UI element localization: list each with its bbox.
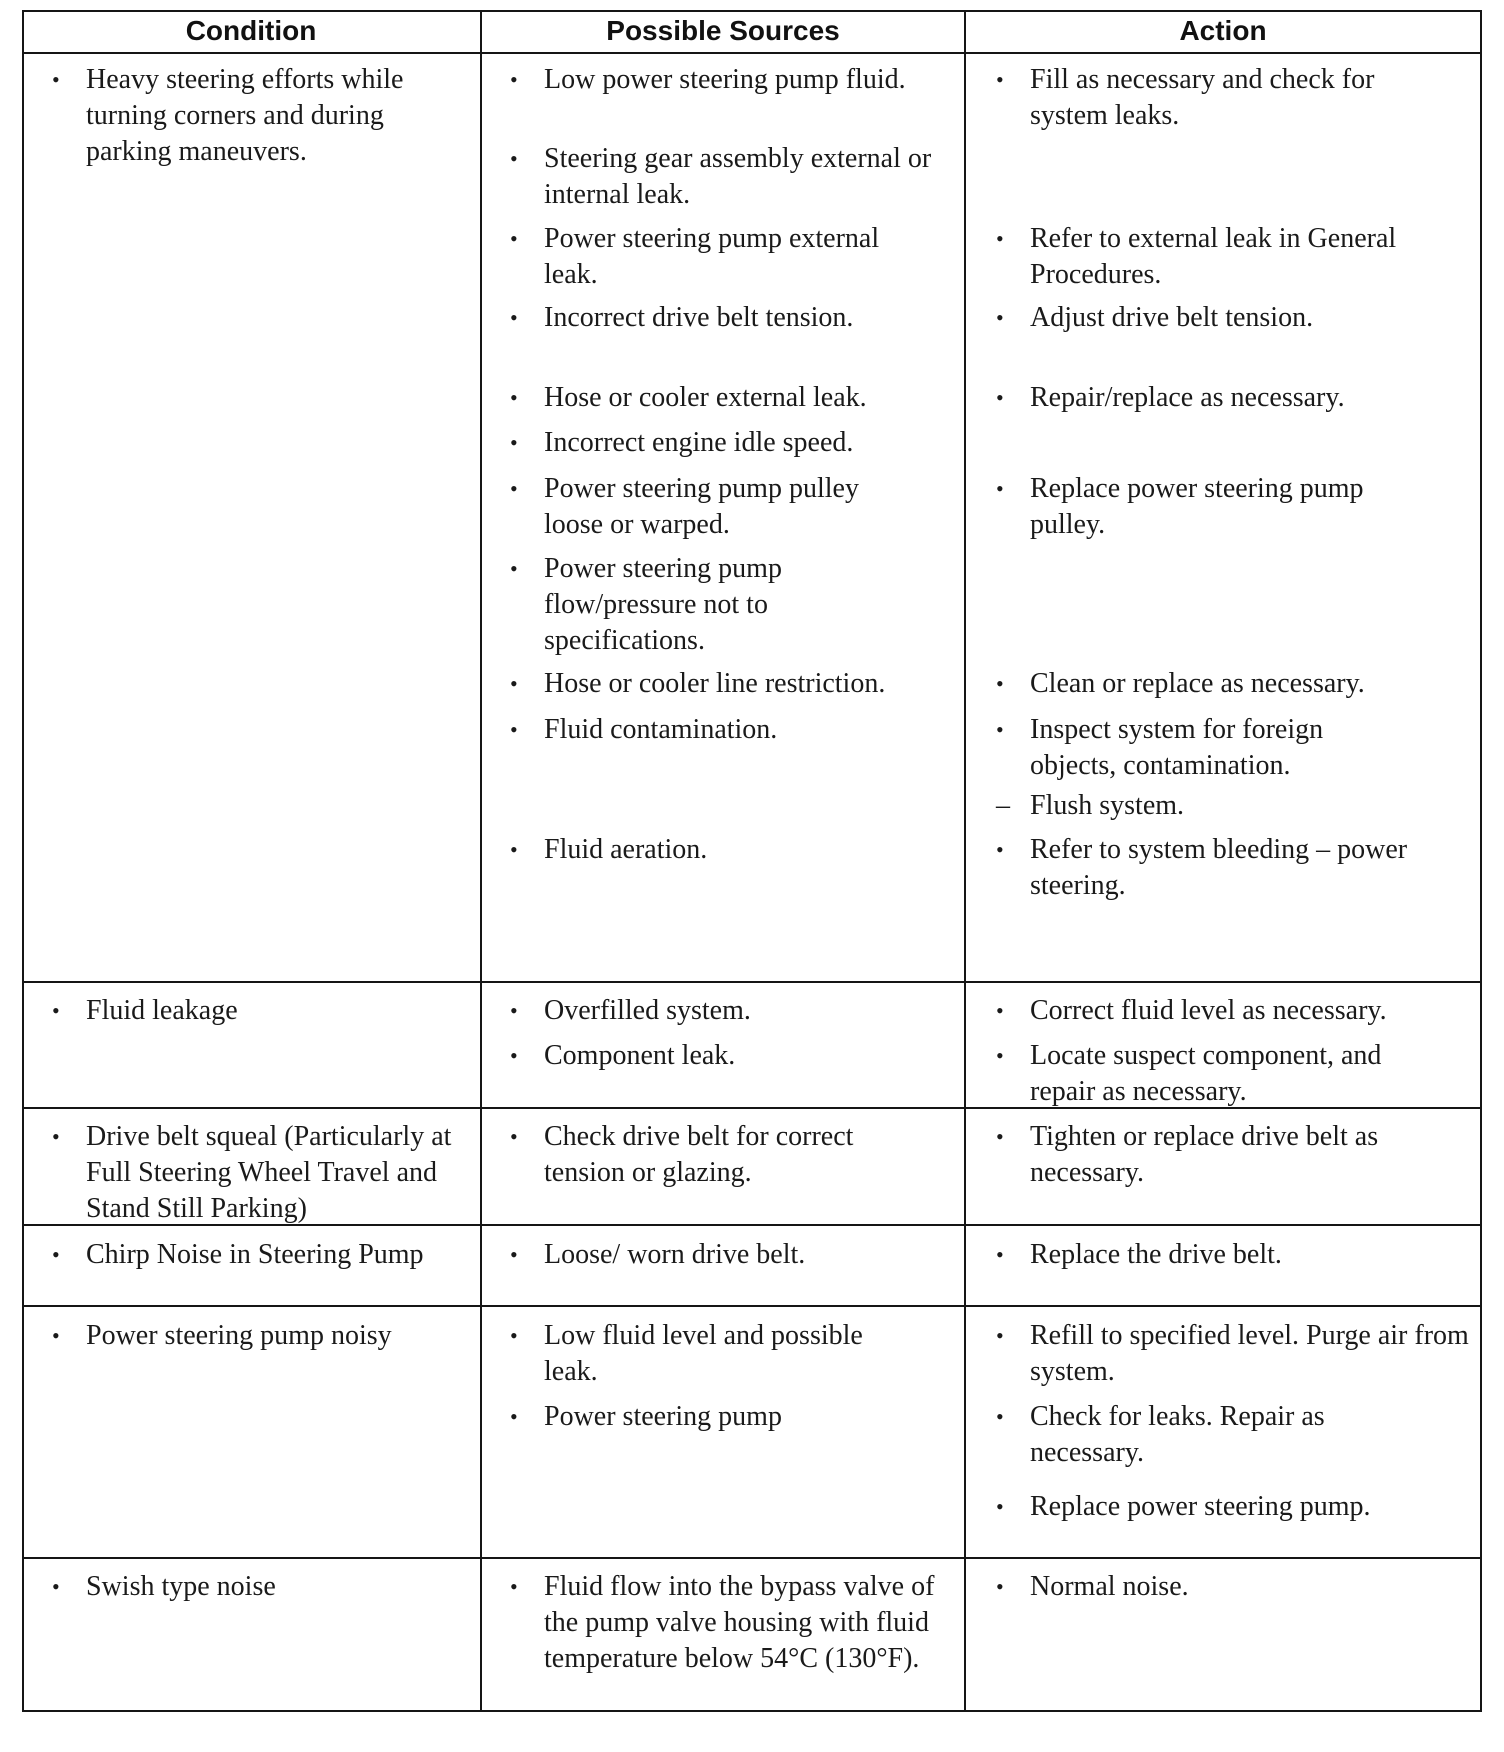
source-item: • Overfilled system. bbox=[510, 995, 751, 1026]
header-condition: Condition bbox=[185, 15, 317, 46]
action-item: • Refer to system bleeding – power steering. bbox=[996, 834, 1408, 901]
source-item: • Fluid contamination. bbox=[510, 714, 778, 745]
source-item: • Power steering pump flow/pressure not to specifications. bbox=[510, 553, 782, 656]
source-item: • Hose or cooler line restriction. bbox=[510, 668, 886, 699]
action-item: • Clean or replace as necessary. bbox=[996, 668, 1365, 699]
action-item: • Locate suspect component, and repair as necessary. bbox=[996, 1040, 1382, 1107]
header-action: Action bbox=[1179, 15, 1267, 46]
source-item: • Fluid aeration. bbox=[510, 834, 708, 865]
source-item: • Incorrect drive belt tension. bbox=[510, 302, 854, 333]
source-item: • Hose or cooler external leak. bbox=[510, 382, 867, 413]
condition-item: • Power steering pump noisy bbox=[52, 1320, 392, 1351]
row-divider bbox=[22, 1557, 1482, 1559]
condition-item: • Heavy steering efforts while turning corners and during parking maneuvers. bbox=[52, 64, 404, 167]
source-item: • Low power steering pump fluid. bbox=[510, 64, 906, 95]
action-item: • Replace the drive belt. bbox=[996, 1239, 1282, 1270]
action-item: • Replace power steering pump. bbox=[996, 1491, 1371, 1522]
source-item: • Power steering pump external leak. bbox=[510, 223, 880, 290]
action-item: • Normal noise. bbox=[996, 1571, 1189, 1602]
diagnosis-table bbox=[22, 10, 1482, 1712]
action-item: • Correct fluid level as necessary. bbox=[996, 995, 1387, 1026]
table-border-right bbox=[1480, 10, 1482, 1712]
source-item: • Incorrect engine idle speed. bbox=[510, 427, 854, 458]
column-divider bbox=[480, 10, 482, 1712]
source-item: • Fluid flow into the bypass valve of the pump valve housing with fluid temperature below 54°C (130°F). bbox=[510, 1571, 935, 1674]
source-item: • Check drive belt for correct tension or glazing. bbox=[510, 1121, 854, 1188]
source-item: • Power steering pump bbox=[510, 1401, 782, 1432]
source-item: • Component leak. bbox=[510, 1040, 736, 1071]
source-item: • Steering gear assembly external or internal leak. bbox=[510, 143, 932, 210]
row-divider bbox=[22, 1305, 1482, 1307]
condition-item: • Drive belt squeal (Particularly at Full Steering Wheel Travel and Stand Still Parking) bbox=[52, 1121, 452, 1224]
action-item: • Check for leaks. Repair as necessary. bbox=[996, 1401, 1325, 1468]
table-border-left bbox=[22, 10, 24, 1712]
action-item: • Tighten or replace drive belt as necessary. bbox=[996, 1121, 1379, 1188]
action-item: • Refer to external leak in General Procedures. bbox=[996, 223, 1397, 290]
condition-item: • Chirp Noise in Steering Pump bbox=[52, 1239, 424, 1270]
header-possible-sources: Possible Sources bbox=[606, 15, 840, 46]
action-item: • Refill to specified level. Purge air from system. bbox=[996, 1320, 1469, 1387]
source-item: • Power steering pump pulley loose or warped. bbox=[510, 473, 859, 540]
action-item: • Repair/replace as necessary. bbox=[996, 382, 1345, 413]
condition-item: • Fluid leakage bbox=[52, 995, 238, 1026]
action-item: • Adjust drive belt tension. bbox=[996, 302, 1314, 333]
table-border-bottom bbox=[22, 1710, 1482, 1712]
diagnosis-table-page bbox=[22, 10, 1482, 1712]
action-subitem: – Flush system. bbox=[996, 790, 1185, 821]
source-item: • Loose/ worn drive belt. bbox=[510, 1239, 806, 1270]
condition-item: • Swish type noise bbox=[52, 1571, 276, 1602]
action-item: • Fill as necessary and check for system leaks. bbox=[996, 64, 1375, 131]
action-item: • Inspect system for foreign objects, contamination. bbox=[996, 714, 1324, 781]
source-item: • Low fluid level and possible leak. bbox=[510, 1320, 863, 1387]
header-divider bbox=[22, 52, 1482, 54]
action-item: • Replace power steering pump pulley. bbox=[996, 473, 1364, 540]
row-divider bbox=[22, 981, 1482, 983]
column-divider bbox=[964, 10, 966, 1712]
